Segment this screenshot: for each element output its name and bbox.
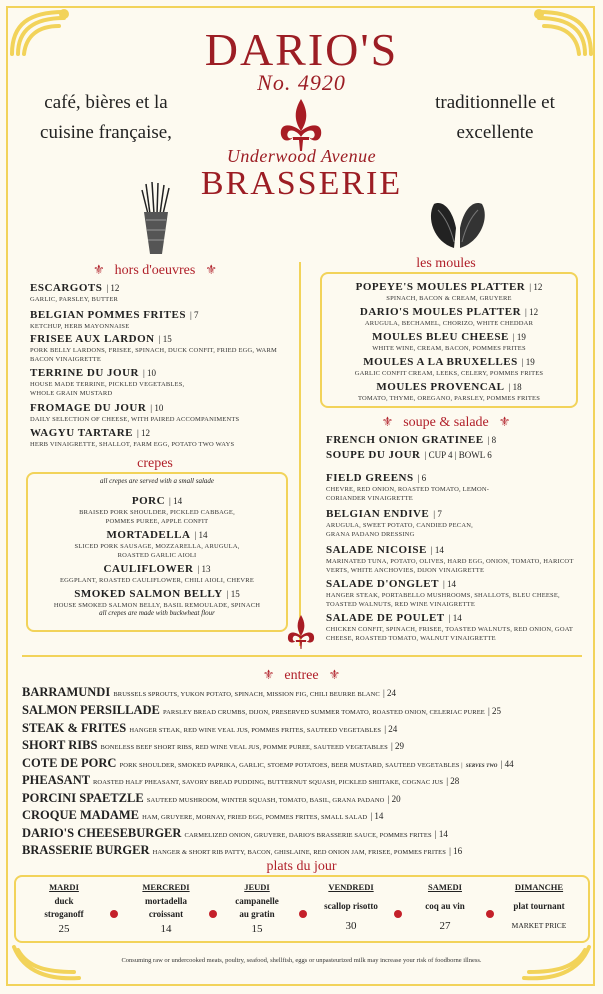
separator-dot bbox=[486, 910, 494, 918]
entree-item: SHORT RIBS BONELESS BEEF SHORT RIBS, RED WINE VEAL JUS, POMME PUREE, SAUTEED VEGETABLES | 29 bbox=[22, 738, 405, 752]
fleur-icon: ⚜ bbox=[498, 414, 511, 429]
entree-item: BARRAMUNDI BRUSSELS SPROUTS, YUKON POTATO, SPINACH, MISSION FIG, CHILI BEURRE BLANC | 24 bbox=[22, 685, 397, 699]
day-special: JEUDI campanelle au gratin 15 bbox=[235, 882, 279, 935]
menu-item: MOULES PROVENCAL | 18 TOMATO, THYME, OREGANO, PARSLEY, POMMES FRITES bbox=[357, 381, 541, 402]
menu-item: MOULES A LA BRUXELLES | 19 GARLIC CONFIT CREAM, LEEKS, CELERY, POMMES FRITES bbox=[354, 356, 544, 377]
fleur-icon: ⚜ bbox=[328, 667, 341, 682]
restaurant-title: DARIO'S bbox=[204, 24, 399, 75]
menu-item: FRISEE AUX LARDON | 15 PORK BELLY LARDONS, FRISEE, SPINACH, DUCK CONFIT, FRIED EGG, WARM BACON VINAIGRETTE bbox=[30, 333, 277, 363]
crepes-heading: crepes bbox=[137, 456, 173, 471]
menu-item: DARIO'S MOULES PLATTER | 12 ARUGULA, BECHAMEL, CHORIZO, WHITE CHEDDAR bbox=[359, 306, 539, 327]
entree-item: BRASSERIE BURGER HANGER & SHORT RIB PATTY, BACON, GHISLAINE, RED ONION JAM, FRISEE, POMMES FRITES | 16 bbox=[22, 843, 463, 857]
entree-item: CROQUE MADAME HAM, GRUYERE, MORNAY, FRIED EGG, POMMES FRITES, SMALL SALAD | 14 bbox=[22, 808, 384, 822]
entree-item: COTE DE PORC PORK SHOULDER, SMOKED PAPRIKA, GARLIC, STOEMP POTATOES, BEER MUSTARD, SAUTEED VEGETABLES | serves two | 44 bbox=[22, 756, 514, 770]
food-safety-disclaimer: Consuming raw or undercooked meats, poultry, seafood, shellfish, eggs or unpasteurized milk may increase your risk of foodborne illness. bbox=[121, 957, 482, 964]
menu-item: POPEYE'S MOULES PLATTER | 12 SPINACH, BACON & CREAM, GRUYERE bbox=[355, 281, 543, 302]
menu-item: MORTADELLA | 14 SLICED PORK SAUSAGE, MOZZARELLA, ARUGULA, ROASTED GARLIC AIOLI bbox=[74, 529, 240, 559]
menu-item: FRENCH ONION GRATINEE | 8 bbox=[326, 434, 497, 446]
menu-item: ESCARGOTS | 12 GARLIC, PARSLEY, BUTTER bbox=[30, 282, 120, 303]
tagline-right: traditionnelle et excellente bbox=[435, 92, 555, 143]
entree-heading: ⚜ entree ⚜ bbox=[262, 667, 341, 683]
moules-heading: les moules bbox=[416, 256, 476, 271]
menu-item: BELGIAN ENDIVE | 7 ARUGULA, SWEET POTATO, CANDIED PECAN, GRANA PADANO DRESSING bbox=[326, 508, 473, 538]
fleur-icon: ⚜ bbox=[205, 262, 217, 277]
fleur-icon: ⚜ bbox=[262, 667, 275, 682]
hors-doeuvres-heading: ⚜ hors d'oeuvres ⚜ bbox=[93, 262, 217, 278]
entree-item: DARIO'S CHEESEBURGER CARMELIZED ONION, GRUYERE, DARIO'S BRASSERIE SAUCE, POMMES FRITES | 14 bbox=[22, 826, 448, 840]
soupe-salade-heading: ⚜ soupe & salade ⚜ bbox=[381, 414, 511, 430]
section-divider bbox=[22, 655, 582, 657]
menu-item: SALADE NICOISE | 14 MARINATED TUNA, POTATO, OLIVES, HARD EGG, ONION, TOMATO, HARICOT VERTS, WHITE ANCHOVIES, DIJON VINAIGRETTE bbox=[326, 544, 574, 574]
corner-flourish-icon bbox=[4, 942, 84, 987]
moules-list bbox=[322, 277, 576, 402]
menu-item: BELGIAN POMMES FRITES | 7 KETCHUP, HERB MAYONNAISE bbox=[30, 309, 199, 330]
entree-item: PHEASANT ROASTED HALF PHEASANT, SAVORY BREAD PUDDING, BUTTERNUT SQUASH, PICKLED SHIITAKE, COGNAC JUS | 28 bbox=[22, 773, 460, 787]
fleur-icon: ⚜ bbox=[93, 262, 105, 277]
menu-item: SALADE D'ONGLET | 14 HANGER STEAK, PORTABELLO MUSHROOMS, SHALLOTS, BLEU CHEESE, TOASTED WALNUTS, RED WINE VINAIGRETTE bbox=[326, 578, 560, 608]
menu-item: FROMAGE DU JOUR | 10 DAILY SELECTION OF CHEESE, WITH PAIRED ACCOMPANIMENTS bbox=[30, 402, 240, 423]
menu-item: SMOKED SALMON BELLY | 15 HOUSE SMOKED SALMON BELLY, BASIL REMOULADE, SPINACH bbox=[53, 588, 261, 609]
menu-item: TERRINE DU JOUR | 10 HOUSE MADE TERRINE, PICKLED VEGETABLES, WHOLE GRAIN MUSTARD bbox=[30, 367, 185, 397]
separator-dot bbox=[110, 910, 118, 918]
entree-item: SALMON PERSILLADE PARSLEY BREAD CRUMBS, DIJON, PRESERVED SUMMER TOMATO, ROASTED ONION, CELERIAC PUREE | 25 bbox=[22, 703, 502, 717]
entree-item: STEAK & FRITES HANGER STEAK, RED WINE VEAL JUS, POMMES FRITES, SAUTEED VEGETABLES | 24 bbox=[22, 721, 398, 735]
fleur-icon: ⚜ bbox=[381, 414, 394, 429]
salade-list bbox=[326, 468, 581, 642]
menu-item: WAGYU TARTARE | 12 HERB VINAIGRETTE, SHALLOT, FARM EGG, POTATO TWO WAYS bbox=[30, 427, 235, 448]
menu-item: SOUPE DU JOUR | CUP 4 | BOWL 6 bbox=[326, 449, 492, 461]
day-special: DIMANCHE plat tournant MARKET PRICE bbox=[511, 882, 567, 930]
corner-flourish-icon bbox=[519, 942, 599, 987]
menu-item: PORC | 14 BRAISED PORK SHOULDER, PICKLED CABBAGE, POMMES PUREE, APPLE CONFIT bbox=[79, 495, 235, 525]
fleur-de-lis-icon bbox=[277, 97, 325, 153]
day-special: MERCREDI mortadella croissant 14 bbox=[142, 882, 190, 935]
hors-doeuvres-list bbox=[30, 278, 292, 447]
day-special: SAMEDI coq au vin 27 bbox=[425, 882, 465, 932]
mussel-icon bbox=[424, 198, 492, 254]
entree-item: PORCINI SPAETZLE SAUTEED MUSHROOM, WINTER SQUASH, TOMATO, BASIL, GRANA PADANO | 20 bbox=[22, 791, 401, 805]
street-number: No. 4920 bbox=[257, 70, 346, 95]
menu-item: MOULES BLEU CHEESE | 19 WHITE WINE, CREAM, BACON, POMMES FRITES bbox=[372, 331, 526, 352]
street-name: Underwood Avenue bbox=[226, 146, 377, 166]
plats-du-jour-heading: plats du jour bbox=[266, 859, 337, 874]
soupe-list bbox=[326, 430, 581, 465]
tagline-left: café, bières et la cuisine française, bbox=[40, 92, 172, 143]
crepes-list: all crepes are served with a small salade PORC | 14 BRAISED PORK SHOULDER, PICKLED CABBAGE, POMMES PUREE, APPLE CONFIT MORTADELLA | 14 SLICED PORK SAUSAGE, MOZZARELLA, ARUGULA, ROASTED GARLIC AIOLI CAULIFLOWER | 13 EGGPLANT, ROASTED CAULIFLOWER, CHILI AIOLI, CHEVRE SMOKED SALMON BELLY | 15 HOUSE SMOKED SALMON BELLY, BASIL REMOULADE, SPINACH all crepes are made with buckwheat flour bbox=[28, 477, 286, 617]
menu-item: FIELD GREENS | 6 CHEVRE, RED ONION, ROASTED TOMATO, LEMON-CORIANDER VINAIGRETTE bbox=[326, 472, 490, 502]
frites-cone-icon bbox=[136, 180, 176, 258]
day-special: MARDI duck stroganoff 25 bbox=[44, 882, 84, 935]
day-special: VENDREDI scallop risotto 30 bbox=[324, 882, 378, 932]
menu-item: CAULIFLOWER | 13 EGGPLANT, ROASTED CAULIFLOWER, CHILI AIOLI, CHEVRE bbox=[59, 563, 255, 584]
restaurant-subtitle: BRASSERIE bbox=[200, 165, 403, 202]
column-divider bbox=[299, 262, 301, 646]
fleur-de-lis-icon bbox=[286, 614, 316, 650]
menu-item: SALADE DE POULET | 14 CHICKEN CONFIT, SPINACH, FRISEE, TOASTED WALNUTS, RED ONION, GOAT CHEESE, ROASTED TOMATO, WALNUT VINAIGRETTE bbox=[326, 612, 573, 642]
